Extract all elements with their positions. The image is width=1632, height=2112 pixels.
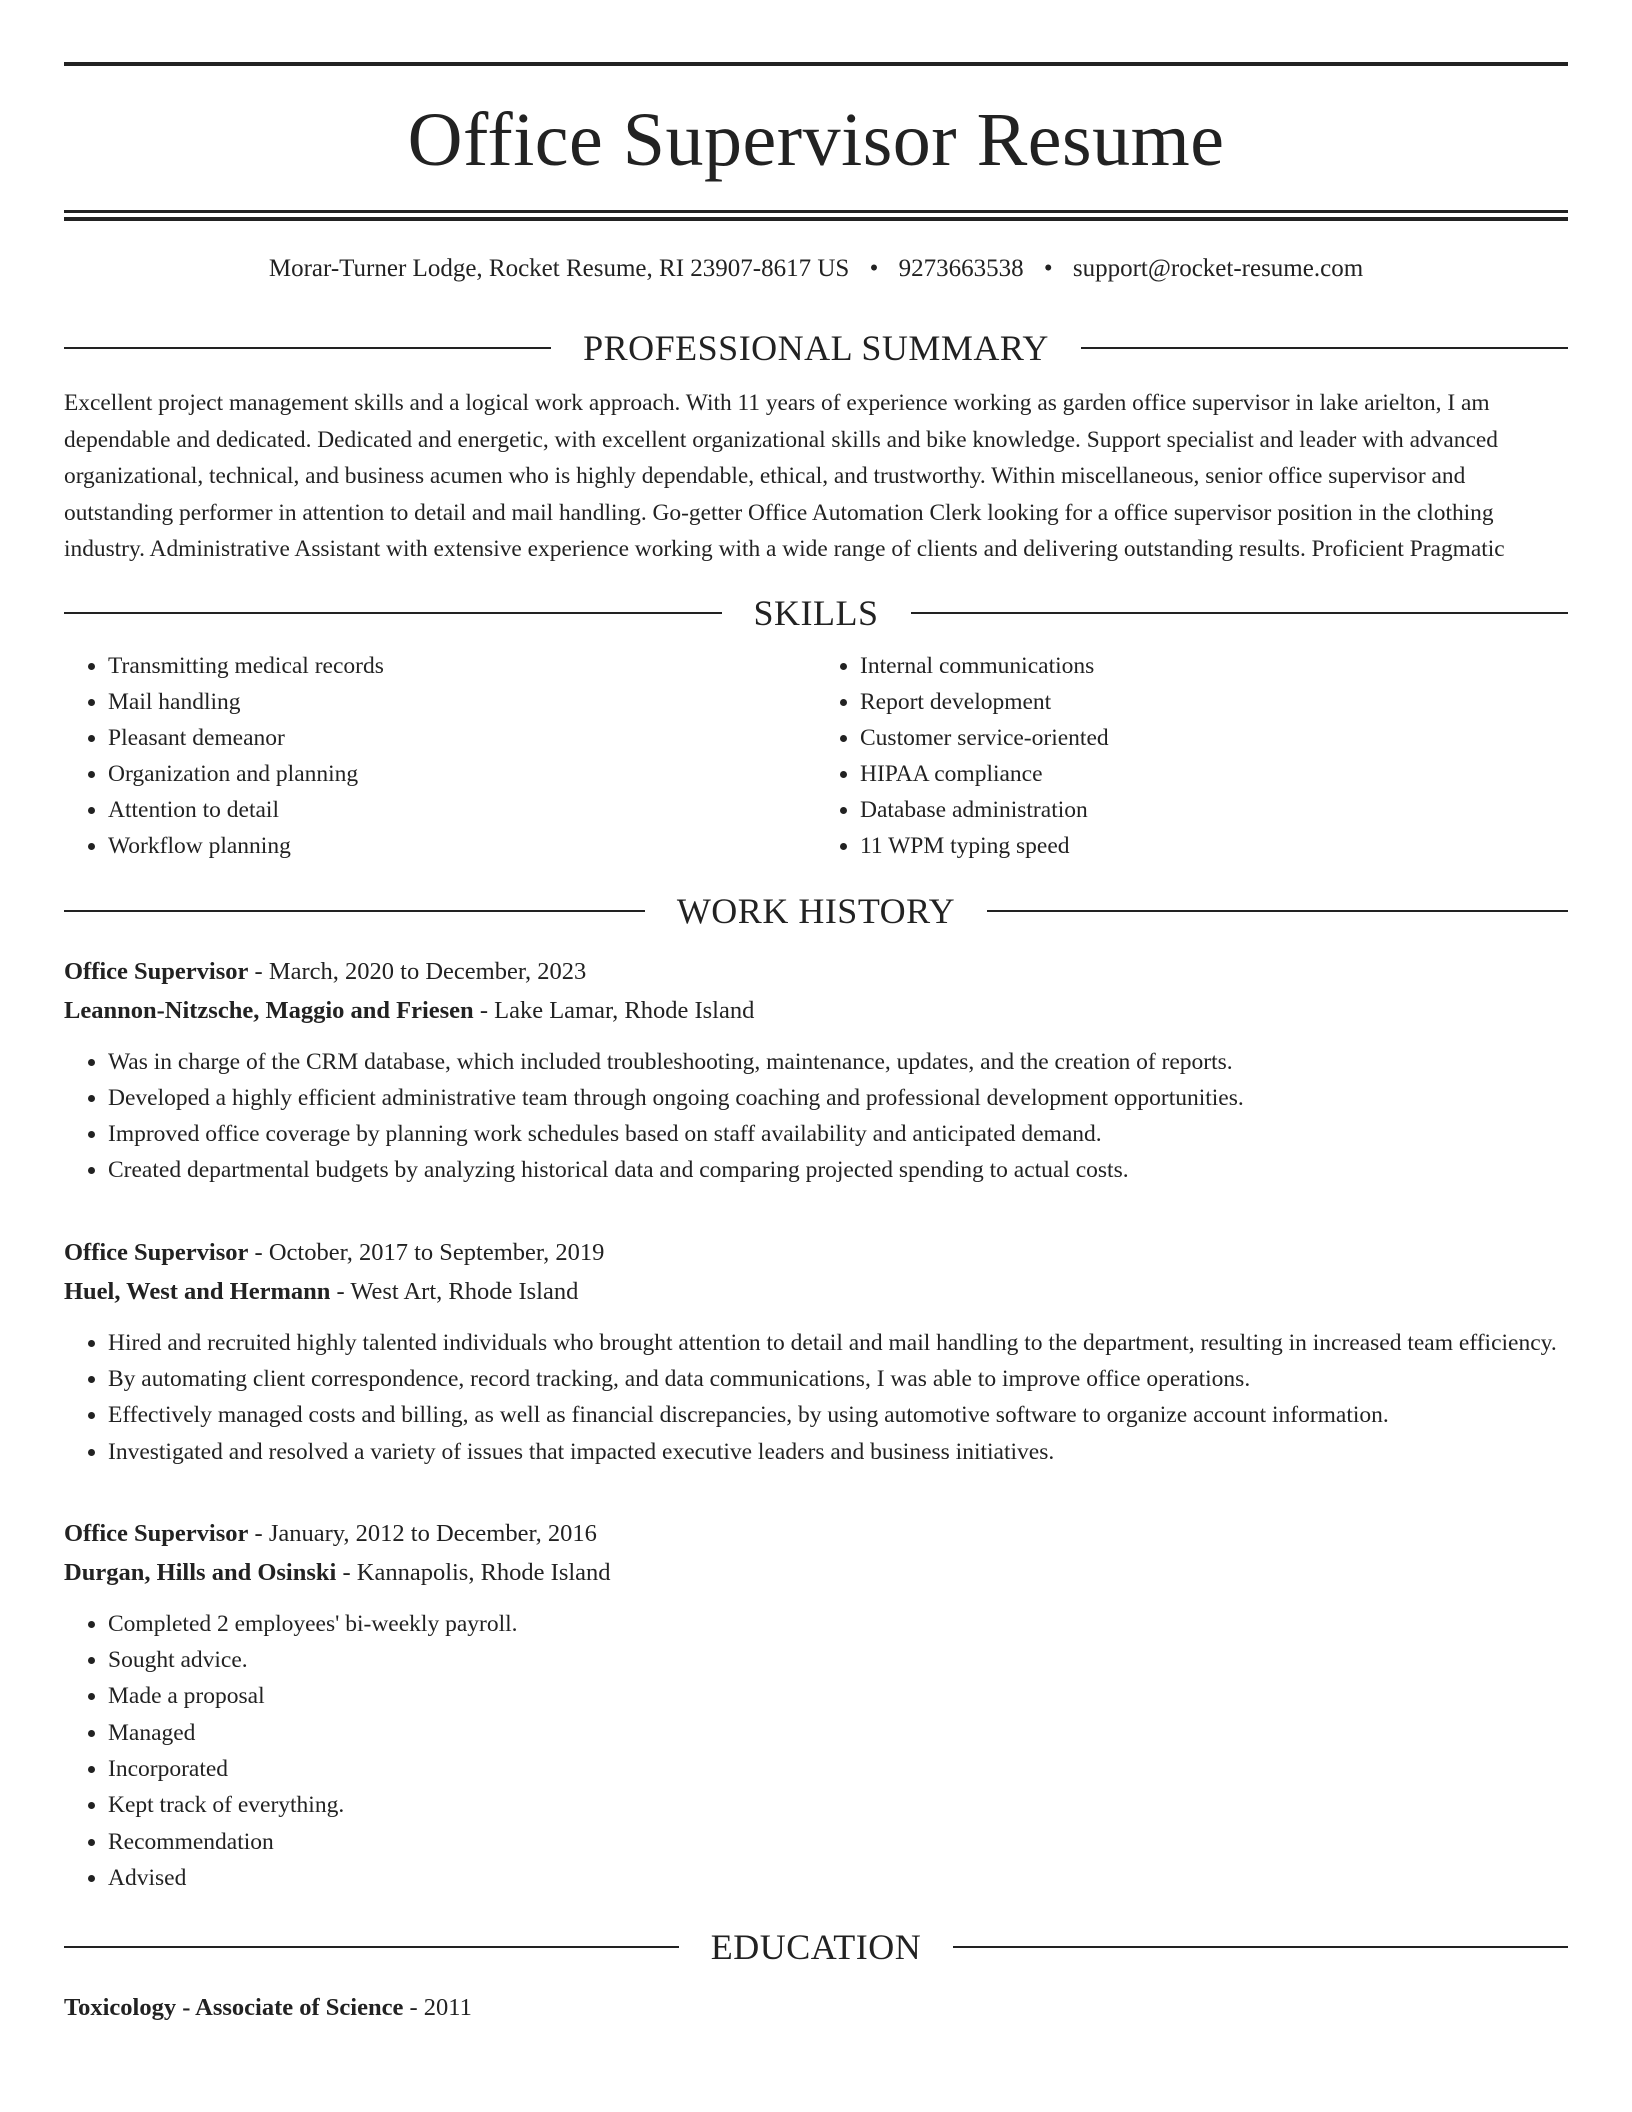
job-title-line <box>64 1514 1568 1553</box>
contact-address: Morar-Turner Lodge, Rocket Resume, RI 23907-8617 US <box>268 255 850 282</box>
job-dash: - <box>248 957 269 985</box>
job-bullets <box>64 1044 1568 1189</box>
skill-item: • HIPAA compliance <box>860 756 1568 792</box>
section-rule <box>953 1946 1568 1948</box>
job-entry <box>64 1233 1568 1470</box>
job-location: Kannapolis, Rhode Island <box>356 1558 611 1586</box>
skills-list <box>64 648 1568 864</box>
job-entry <box>64 1514 1568 1896</box>
job-dash: - <box>336 1558 357 1586</box>
top-rule <box>64 62 1568 66</box>
job-bullet: • Completed 2 employees' bi-weekly payroll. <box>108 1606 1568 1642</box>
skill-item: • Database administration <box>860 792 1568 828</box>
job-title: Office Supervisor <box>64 1238 249 1266</box>
job-bullet: • Kept track of everything. <box>108 1787 1568 1823</box>
job-bullets <box>64 1325 1568 1470</box>
section-rule <box>64 612 722 614</box>
skills-column-right <box>816 648 1568 864</box>
job-company-line <box>64 991 1568 1030</box>
title-double-rule <box>64 210 1568 221</box>
job-company: Durgan, Hills and Osinski <box>64 1558 337 1586</box>
skill-item: • 11 WPM typing speed <box>860 828 1568 864</box>
job-company-line <box>64 1272 1568 1311</box>
education-year: 2011 <box>423 1994 472 2022</box>
skill-item: • Organization and planning <box>108 756 816 792</box>
section-rule <box>911 612 1569 614</box>
section-rule <box>64 910 645 912</box>
professional-summary: Excellent project management skills and a logical work approach. With 11 years of experience working as garden office supervisor in lake arielton, I am dependable and dedicated. Dedicated and energetic, with excellent organizational skills and bike knowledge. Support specialist and leader with advanced organizational, technical, and business acumen who is highly dependable, ethical, and trustworthy. Within miscellaneous, senior office supervisor and outstanding performer in attention to detail and mail handling. Go-getter Office Automation Clerk looking for a office supervisor position in the clothing industry. Administrative Assistant with extensive experience working with a wide range of clients and delivering outstanding results. Proficient Pragmatic <box>64 390 1505 562</box>
job-location: Lake Lamar, Rhode Island <box>494 996 755 1024</box>
section-header-work <box>64 890 1568 932</box>
job-bullet: • Advised <box>108 1860 1568 1896</box>
contact-separator: • <box>869 255 879 282</box>
section-title: WORK HISTORY <box>676 890 956 931</box>
job-bullet: • Managed <box>108 1715 1568 1751</box>
job-dash: - <box>330 1277 351 1305</box>
section-rule <box>987 910 1568 912</box>
job-title: Office Supervisor <box>64 957 249 985</box>
contact-email: support@rocket-resume.com <box>1072 255 1364 282</box>
job-dash: - <box>248 1519 269 1547</box>
job-dates: March, 2020 to December, 2023 <box>268 957 587 985</box>
job-bullets <box>64 1606 1568 1896</box>
job-bullet: • Created departmental budgets by analyzing historical data and comparing projected spending to actual costs. <box>108 1152 1568 1188</box>
section-rule <box>1081 347 1568 349</box>
job-title-line <box>64 952 1568 991</box>
contact-phone: 9273663538 <box>898 255 1024 282</box>
resume-page <box>64 62 1568 2026</box>
skill-item: • Mail handling <box>108 684 816 720</box>
job-bullet: • Investigated and resolved a variety of issues that impacted executive leaders and business initiatives. <box>108 1434 1568 1470</box>
job-bullet: • Developed a highly efficient administrative team through ongoing coaching and professional development opportunities. <box>108 1080 1568 1116</box>
job-location: West Art, Rhode Island <box>350 1277 579 1305</box>
job-dash: - <box>473 996 495 1024</box>
contact-line <box>64 255 1568 283</box>
job-bullet: • Recommendation <box>108 1824 1568 1860</box>
job-company-line <box>64 1553 1568 1592</box>
resume-title: Office Supervisor Resume <box>407 98 1225 182</box>
contact-separator: • <box>1043 255 1053 282</box>
education-entry <box>64 1990 1568 2026</box>
job-title-line <box>64 1233 1568 1272</box>
job-dash: - <box>248 1238 269 1266</box>
section-rule <box>64 1946 679 1948</box>
job-bullet: • Hired and recruited highly talented individuals who brought attention to detail and mail handling to the department, resulting in increased team efficiency. <box>108 1325 1568 1361</box>
skill-item: • Transmitting medical records <box>108 648 816 684</box>
section-title: SKILLS <box>753 592 879 633</box>
section-rule <box>64 347 551 349</box>
skill-item: • Customer service-oriented <box>860 720 1568 756</box>
skills-column-left <box>64 648 816 864</box>
job-company: Leannon-Nitzsche, Maggio and Friesen <box>64 996 474 1024</box>
section-header-education <box>64 1926 1568 1968</box>
job-dates: October, 2017 to September, 2019 <box>268 1238 605 1266</box>
job-bullet: • Incorporated <box>108 1751 1568 1787</box>
job-bullet: • Made a proposal <box>108 1678 1568 1714</box>
job-title: Office Supervisor <box>64 1519 249 1547</box>
section-title: EDUCATION <box>710 1927 922 1968</box>
section-header-summary <box>64 327 1568 369</box>
skill-item: • Attention to detail <box>108 792 816 828</box>
job-bullet: • Sought advice. <box>108 1642 1568 1678</box>
skill-item: • Internal communications <box>860 648 1568 684</box>
job-bullet: • By automating client correspondence, record tracking, and data communications, I was able to improve office operations. <box>108 1361 1568 1397</box>
skill-item: • Report development <box>860 684 1568 720</box>
job-bullet: • Improved office coverage by planning work schedules based on staff availability and anticipated demand. <box>108 1116 1568 1152</box>
job-entry <box>64 952 1568 1189</box>
section-title: PROFESSIONAL SUMMARY <box>583 328 1049 368</box>
section-header-skills <box>64 592 1568 634</box>
education-degree: Toxicology - Associate of Science <box>64 1994 404 2022</box>
job-company: Huel, West and Hermann <box>64 1277 331 1305</box>
skill-item: • Pleasant demeanor <box>108 720 816 756</box>
work-history-list <box>64 952 1568 1897</box>
skill-item: • Workflow planning <box>108 828 816 864</box>
job-bullet: • Effectively managed costs and billing, as well as financial discrepancies, by using automotive software to organize account information. <box>108 1397 1568 1433</box>
job-dates: January, 2012 to December, 2016 <box>268 1519 597 1547</box>
education-dash: - <box>409 1994 424 2022</box>
job-bullet: • Was in charge of the CRM database, which included troubleshooting, maintenance, updates, and the creation of reports. <box>108 1044 1568 1080</box>
